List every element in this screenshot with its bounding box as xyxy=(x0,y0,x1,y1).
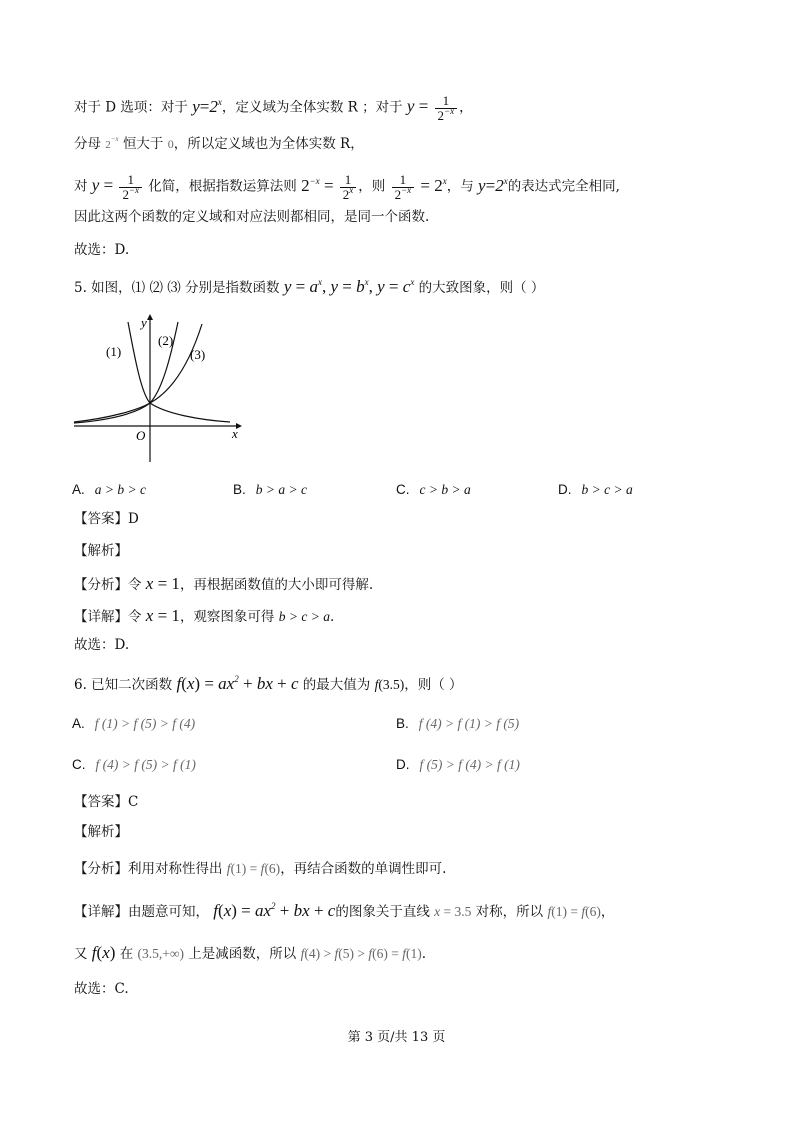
formula-y-2x: $y=2^x$ xyxy=(192,96,222,116)
line-d-4: 因此这两个函数的定义域和对应法则都相同，是同一个函数. xyxy=(74,209,430,225)
text: ，定义域为全体实数 R ；对于 xyxy=(221,99,403,116)
text: ，再根据函数值的大小即可得解. xyxy=(179,577,374,593)
text: 【详解】由题意可知， xyxy=(74,904,209,920)
text: 的最大值为 xyxy=(302,677,371,693)
graph-label-3: (3) xyxy=(190,347,206,362)
q5-final: 故选：D. xyxy=(74,637,130,653)
formula-b-c-a: b > c > a xyxy=(278,609,330,624)
q5-xiangjie xyxy=(74,607,334,625)
text: ，则 xyxy=(358,178,386,195)
q6-option-d[interactable] xyxy=(396,758,520,773)
fraction-1-over-2-neg-x: $\frac{1}{2^{-x}}$ xyxy=(392,173,415,201)
text: 的表达式完全相同, xyxy=(507,178,620,195)
graph-label-origin: O xyxy=(136,428,146,443)
q6-analysis-head: 【解析】 xyxy=(74,824,128,840)
fraction-1-over-2-x: $\frac{1}{2^x}$ xyxy=(340,173,357,201)
formula-chain: f(4) > f(5) > f(6) = f(1) xyxy=(300,946,422,961)
fraction-1-over-2-neg-x: $\frac{1}{2^{-x}}$ xyxy=(435,94,458,122)
text: 【分析】令 xyxy=(74,577,142,593)
q5-option-c[interactable] xyxy=(396,483,471,498)
q5-stem-b: 的大致图象，则（ ） xyxy=(418,280,545,296)
q5-stem-a: 5. 如图，⑴ ⑵ ⑶ 分别是指数函数 xyxy=(74,280,280,296)
text: ，观察图象可得 xyxy=(179,609,275,625)
text: 【分析】利用对称性得出 xyxy=(74,861,223,877)
formula-eq-2x: = $2^x$ xyxy=(416,175,447,195)
text: . xyxy=(421,946,427,962)
option-label: B. xyxy=(233,482,246,497)
q6-xiangjie xyxy=(74,902,614,920)
option-text: f (1) > f (5) > f (4) xyxy=(94,716,196,731)
formula-y-eq: y = xyxy=(91,175,118,195)
option-label: C. xyxy=(72,757,86,772)
y-axis-arrow xyxy=(147,314,153,320)
text: ，再结合函数的单调性即可. xyxy=(280,861,447,877)
formula-x-eq-1: x = 1 xyxy=(145,606,180,625)
q6-final: 故选：C. xyxy=(74,981,129,997)
graph-label-x: x xyxy=(232,426,238,441)
graph-label-2: (2) xyxy=(158,333,174,348)
formula-2-neg-x: $2^{-x}$ = xyxy=(301,175,338,195)
q5-option-d[interactable] xyxy=(558,483,633,498)
option-text: c > b > a xyxy=(419,482,471,497)
option-text: f (4) > f (1) > f (5) xyxy=(418,716,520,731)
option-label: C. xyxy=(396,482,410,497)
text: 对称，所以 xyxy=(475,904,544,920)
q6-fenxi xyxy=(74,862,446,877)
zero: 0 xyxy=(167,137,174,151)
formula-f1-eq-f6: f(1) = f(6) xyxy=(547,904,601,919)
text: ，则（ ） xyxy=(404,677,463,693)
comma: ， xyxy=(459,99,473,116)
option-label: D. xyxy=(396,757,410,772)
text: 在 xyxy=(119,946,134,962)
text: ，所以定义域也为全体实数 R， xyxy=(173,136,364,152)
option-label: A. xyxy=(72,482,85,497)
formula-f1-eq-f6: f(1) = f(6) xyxy=(226,861,281,876)
line-d-1 xyxy=(74,94,473,122)
q6-option-c[interactable] xyxy=(72,758,196,773)
option-text: b > a > c xyxy=(255,482,307,497)
option-label: D. xyxy=(558,482,572,497)
formula-exp-functions: $y = a^x$, $y = b^x$, $y = c^x$ xyxy=(283,277,415,296)
line-d-2 xyxy=(74,135,364,152)
page-footer: 第 3 页/共 13 页 xyxy=(347,1030,446,1045)
formula-x-eq-1: x = 1 xyxy=(145,574,180,593)
option-label: B. xyxy=(396,716,409,731)
q5-analysis-head: 【解析】 xyxy=(74,543,128,559)
text: 恒大于 xyxy=(122,136,164,152)
text: 【详解】令 xyxy=(74,609,142,625)
option-text: f (5) > f (4) > f (1) xyxy=(419,757,520,772)
q5-graph xyxy=(70,310,250,470)
fraction-1-over-2-neg-x: $\frac{1}{2^{-x}}$ xyxy=(119,173,142,201)
text: ， xyxy=(600,904,615,920)
option-text: f (4) > f (5) > f (1) xyxy=(95,757,196,772)
formula-f-3-5: f(3.5) xyxy=(374,677,405,692)
text: 6. 已知二次函数 xyxy=(74,677,173,693)
text: . xyxy=(329,609,335,625)
q6-answer: 【答案】C xyxy=(74,794,139,810)
q5-answer: 【答案】D xyxy=(74,511,139,527)
q5-option-b[interactable] xyxy=(233,483,307,498)
line-d-3 xyxy=(74,173,620,201)
text: 的图象关于直线 xyxy=(335,904,430,920)
formula-interval: (3.5,+∞) xyxy=(137,946,184,961)
option-text: a > b > c xyxy=(94,482,146,497)
q6-option-a[interactable] xyxy=(72,717,195,732)
text: 化简，根据指数运算法则 xyxy=(148,178,297,195)
formula-x-eq-3-5: x = 3.5 xyxy=(434,904,472,919)
text: 分母 xyxy=(74,136,101,152)
graph-label-1: (1) xyxy=(106,344,122,359)
formula-y-2x: $y=2^x$ xyxy=(478,175,508,195)
formula-y-eq: y = xyxy=(406,96,433,116)
text: 对于 D 选项：对于 xyxy=(74,99,188,116)
text: ，与 xyxy=(446,178,474,195)
option-text: b > c > a xyxy=(581,482,633,497)
q5-fenxi xyxy=(74,575,373,593)
q6-option-b[interactable] xyxy=(396,717,519,732)
q5-option-a[interactable] xyxy=(72,483,146,498)
text: 上是减函数，所以 xyxy=(188,946,297,962)
q6-line2 xyxy=(74,944,426,962)
text: 对 xyxy=(74,178,88,195)
formula-quadratic: $f(x) = ax^2$ + bx + c xyxy=(176,674,299,693)
formula-quadratic: $f(x) = ax^2$ + bx + c xyxy=(213,901,336,920)
formula-fx: f(x) xyxy=(91,943,116,962)
line-d-5: 故选：D. xyxy=(74,242,130,258)
formula-2-neg-x-small: $2^{-x}$ xyxy=(105,135,119,151)
q5-stem xyxy=(74,278,544,296)
graph-label-y: y xyxy=(141,315,147,330)
option-label: A. xyxy=(72,716,85,731)
q6-stem xyxy=(74,675,463,693)
text: 又 xyxy=(74,946,88,962)
